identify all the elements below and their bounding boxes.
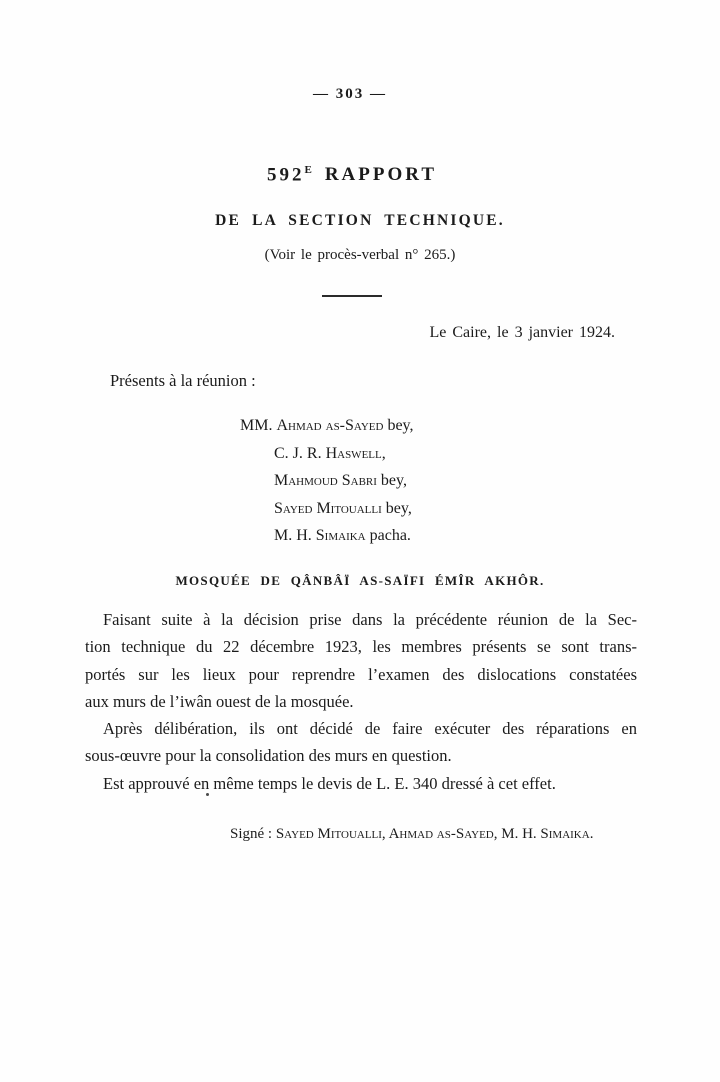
attendee-row [240, 467, 414, 495]
attendees-list [240, 412, 414, 550]
report-title-word: RAPPORT [324, 164, 437, 186]
divider-rule [322, 295, 382, 297]
attendee-title: pacha. [365, 527, 411, 544]
attendees-prefix: MM. [240, 417, 277, 434]
attendee-title: , [381, 444, 386, 462]
section-heading-mosque: MOSQUÉE DE QÂNBÂÏ AS-SAÏFI ÉMÎR AKHÔR. [175, 573, 545, 588]
report-title-ordinal: E [304, 164, 313, 176]
dateline: Le Caire, le 3 janvier 1924. [429, 324, 615, 341]
signature-label: Signé : [230, 826, 276, 842]
attendee-name: C. J. R. Haswell [274, 444, 382, 462]
attendee-row [240, 522, 414, 550]
attendee-row [240, 495, 414, 523]
body-line: sous-œuvre pour la consolidation des murs en question. [85, 746, 452, 766]
signature-names: Sayed Mitoualli, Ahmad as-Sayed, M. H. Simaika. [275, 826, 594, 842]
attendee-name: Sayed Mitoualli [274, 499, 382, 517]
report-body [85, 606, 637, 797]
attendee-title: bey, [381, 499, 412, 517]
attendee-row [240, 412, 414, 440]
body-line: portés sur les lieux pour reprendre l’examen des dislocations constatées [85, 664, 637, 684]
body-line: tion technique du 22 décembre 1923, les membres présents se sont trans- [85, 637, 637, 657]
attendee-name: Mahmoud Sabri [274, 472, 377, 489]
body-line: Faisant suite à la décision prise dans la précédente réunion de la Sec- [103, 610, 637, 629]
scan-speck [206, 793, 209, 796]
attendee-name: M. H. Simaika [274, 527, 366, 544]
body-line: Est approuvé en même temps le devis de L. E. 340 dressé à cet effet. [103, 773, 556, 793]
attendee-row [240, 440, 414, 468]
reference-note: (Voir le procès-verbal n° 265.) [264, 247, 456, 263]
attendee-title: bey, [376, 472, 407, 489]
attendees-intro: Présents à la réunion : [110, 371, 256, 390]
report-title [0, 164, 712, 186]
body-line: Après délibération, ils ont décidé de faire exécuter des réparations en [103, 719, 637, 739]
report-title-number: 592 [266, 164, 305, 186]
page-number: — 303 — [313, 86, 387, 102]
signature-line [230, 826, 593, 843]
attendee-name: Ahmad as-Sayed [276, 417, 384, 434]
body-line: aux murs de l’iwân ouest de la mosquée. [85, 691, 354, 711]
attendee-title: bey, [383, 417, 414, 434]
report-subtitle: DE LA SECTION TECHNIQUE. [215, 212, 505, 229]
